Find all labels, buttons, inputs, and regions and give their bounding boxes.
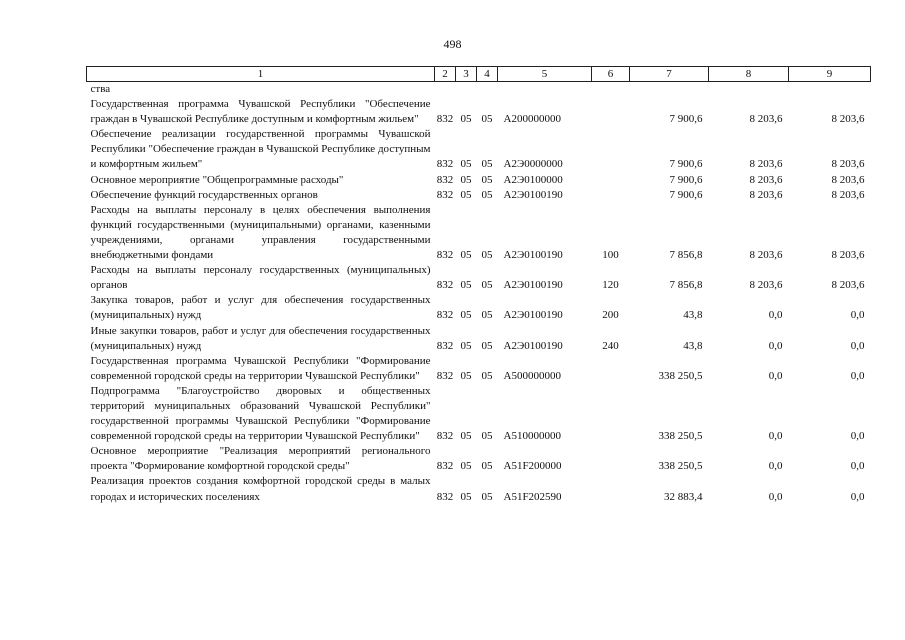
table-row bbox=[87, 444, 871, 474]
amount-cell-9: 8 203,6 bbox=[831, 158, 865, 171]
amount-cell-7: 7 856,8 bbox=[669, 249, 703, 262]
column-header: 4 bbox=[477, 67, 498, 82]
table-header-row bbox=[87, 67, 871, 82]
target-article-cell: А2Э0100190 bbox=[503, 339, 563, 352]
expense-type-cell: 100 bbox=[602, 249, 619, 262]
target-article-cell bbox=[498, 82, 592, 98]
subsection-code-cell: 05 bbox=[481, 369, 493, 382]
table-row bbox=[87, 354, 871, 384]
amount-cell-7: 7 900,6 bbox=[669, 173, 703, 186]
amount-cell-7: 7 856,8 bbox=[669, 279, 703, 292]
subsection-code-cell: 05 bbox=[481, 279, 493, 292]
amount-cell-9: 0,0 bbox=[850, 490, 865, 503]
subsection-code-cell: 05 bbox=[481, 173, 493, 186]
section-code-cell: 05 bbox=[460, 460, 472, 473]
row-name-cell: Подпрограмма "Благоустройство дворовых и общественных территорий муниципальных образований Чувашской Республики" государственной программы Чувашской Республики "Формирование современной городской среды на территории Чувашской Республики" bbox=[90, 384, 431, 443]
target-article-cell: А2Э0000000 bbox=[503, 158, 563, 171]
subsection-code-cell: 05 bbox=[481, 490, 493, 503]
amount-cell-9: 8 203,6 bbox=[831, 249, 865, 262]
amount-cell-8: 0,0 bbox=[768, 369, 783, 382]
subsection-code-cell: 05 bbox=[481, 113, 493, 126]
admin-code-cell: 832 bbox=[436, 460, 454, 473]
section-code-cell: 05 bbox=[460, 173, 472, 186]
table-row bbox=[87, 97, 871, 127]
column-header: 3 bbox=[456, 67, 477, 82]
column-header: 1 bbox=[87, 67, 435, 82]
admin-code-cell: 832 bbox=[436, 430, 454, 443]
column-header: 2 bbox=[435, 67, 456, 82]
column-header: 5 bbox=[498, 67, 592, 82]
subsection-code-cell: 05 bbox=[481, 249, 493, 262]
subsection-code-cell: 05 bbox=[481, 430, 493, 443]
section-code-cell: 05 bbox=[460, 339, 472, 352]
expense-type-cell bbox=[592, 444, 630, 474]
admin-code-cell: 832 bbox=[436, 369, 454, 382]
section-code-cell bbox=[456, 82, 477, 98]
admin-code-cell: 832 bbox=[436, 249, 454, 262]
amount-cell-8 bbox=[709, 82, 789, 98]
amount-cell-8: 8 203,6 bbox=[749, 158, 783, 171]
expense-type-cell bbox=[592, 354, 630, 384]
amount-cell-8: 0,0 bbox=[768, 490, 783, 503]
page-number: 498 bbox=[443, 37, 462, 51]
admin-code-cell: 832 bbox=[436, 309, 454, 322]
subsection-code-cell bbox=[477, 82, 498, 98]
expense-type-cell bbox=[592, 384, 630, 444]
table-row bbox=[87, 203, 871, 263]
expense-type-cell bbox=[592, 474, 630, 504]
subsection-code-cell: 05 bbox=[481, 309, 493, 322]
amount-cell-9 bbox=[789, 82, 871, 98]
amount-cell-9: 8 203,6 bbox=[831, 113, 865, 126]
section-code-cell: 05 bbox=[460, 490, 472, 503]
section-code-cell: 05 bbox=[460, 369, 472, 382]
section-code-cell: 05 bbox=[460, 113, 472, 126]
target-article-cell: А200000000 bbox=[503, 113, 561, 126]
subsection-code-cell: 05 bbox=[481, 158, 493, 171]
table-row bbox=[87, 173, 871, 188]
amount-cell-7: 338 250,5 bbox=[658, 430, 703, 443]
target-article-cell: А2Э0100190 bbox=[503, 188, 563, 201]
expense-type-cell: 240 bbox=[602, 339, 619, 352]
expense-type-cell: 120 bbox=[602, 279, 619, 292]
amount-cell-7: 7 900,6 bbox=[669, 158, 703, 171]
amount-cell-7: 338 250,5 bbox=[658, 369, 703, 382]
admin-code-cell: 832 bbox=[436, 490, 454, 503]
amount-cell-7: 43,8 bbox=[683, 309, 703, 322]
column-header: 9 bbox=[789, 67, 871, 82]
admin-code-cell: 832 bbox=[436, 158, 454, 171]
column-header: 8 bbox=[709, 67, 789, 82]
subsection-code-cell: 05 bbox=[481, 460, 493, 473]
row-name-cell: Основное мероприятие "Реализация мероприятий регионального проекта "Формирование комфортной городской среды" bbox=[90, 445, 431, 473]
admin-code-cell bbox=[435, 82, 456, 98]
amount-cell-7 bbox=[630, 82, 709, 98]
amount-cell-7: 43,8 bbox=[683, 339, 703, 352]
table-row bbox=[87, 324, 871, 354]
amount-cell-7: 7 900,6 bbox=[669, 188, 703, 201]
target-article-cell: А2Э0100190 bbox=[503, 309, 563, 322]
table-body bbox=[87, 82, 871, 505]
amount-cell-8: 0,0 bbox=[768, 309, 783, 322]
table-row bbox=[87, 384, 871, 444]
amount-cell-9: 0,0 bbox=[850, 460, 865, 473]
amount-cell-9: 0,0 bbox=[850, 309, 865, 322]
row-name-cell: Расходы на выплаты персоналу государственных (муниципальных) органов bbox=[90, 264, 431, 292]
table-row bbox=[87, 474, 871, 504]
target-article-cell: А2Э0100190 bbox=[503, 279, 563, 292]
amount-cell-8: 0,0 bbox=[768, 339, 783, 352]
section-code-cell: 05 bbox=[460, 158, 472, 171]
row-name-cell: Государственная программа Чувашской Республики "Формирование современной городской среды на территории Чувашской Республики" bbox=[90, 354, 431, 382]
expense-type-cell bbox=[592, 173, 630, 188]
row-name-cell: ства bbox=[90, 83, 111, 95]
amount-cell-7: 7 900,6 bbox=[669, 113, 703, 126]
expense-type-cell bbox=[592, 127, 630, 172]
admin-code-cell: 832 bbox=[436, 113, 454, 126]
target-article-cell: А2Э0100000 bbox=[503, 173, 563, 186]
amount-cell-8: 8 203,6 bbox=[749, 249, 783, 262]
row-name-cell: Реализация проектов создания комфортной городской среды в малых городах и исторических поселениях bbox=[90, 475, 431, 503]
column-header: 7 bbox=[630, 67, 709, 82]
table-row bbox=[87, 188, 871, 203]
target-article-cell: А510000000 bbox=[503, 430, 561, 443]
amount-cell-8: 8 203,6 bbox=[749, 113, 783, 126]
amount-cell-9: 8 203,6 bbox=[831, 279, 865, 292]
amount-cell-9: 0,0 bbox=[850, 339, 865, 352]
admin-code-cell: 832 bbox=[436, 173, 454, 186]
target-article-cell: А51F202590 bbox=[503, 490, 562, 503]
row-name-cell: Обеспечение реализации государственной программы Чувашской Республики "Обеспечение граждан в Чувашской Республике доступным и комфортным жильем" bbox=[90, 128, 431, 171]
table-row bbox=[87, 263, 871, 293]
budget-table bbox=[86, 66, 871, 505]
amount-cell-9: 8 203,6 bbox=[831, 188, 865, 201]
expense-type-cell bbox=[592, 82, 630, 98]
row-name-cell: Обеспечение функций государственных органов bbox=[90, 188, 318, 201]
amount-cell-7: 32 883,4 bbox=[664, 490, 703, 503]
admin-code-cell: 832 bbox=[436, 188, 454, 201]
subsection-code-cell: 05 bbox=[481, 339, 493, 352]
table-row bbox=[87, 82, 871, 98]
section-code-cell: 05 bbox=[460, 309, 472, 322]
row-name-cell: Основное мероприятие "Общепрограммные расходы" bbox=[90, 173, 344, 186]
row-name-cell: Иные закупки товаров, работ и услуг для обеспечения государственных (муниципальных) нужд bbox=[90, 324, 431, 352]
amount-cell-9: 8 203,6 bbox=[831, 173, 865, 186]
section-code-cell: 05 bbox=[460, 249, 472, 262]
table-row bbox=[87, 127, 871, 172]
section-code-cell: 05 bbox=[460, 279, 472, 292]
amount-cell-8: 0,0 bbox=[768, 460, 783, 473]
expense-type-cell bbox=[592, 188, 630, 203]
admin-code-cell: 832 bbox=[436, 339, 454, 352]
table-row bbox=[87, 293, 871, 323]
row-name-cell: Государственная программа Чувашской Республики "Обеспечение граждан в Чувашской Республике доступным и комфортным жильем" bbox=[90, 98, 431, 126]
target-article-cell: А2Э0100190 bbox=[503, 249, 563, 262]
expense-type-cell: 200 bbox=[602, 309, 619, 322]
admin-code-cell: 832 bbox=[436, 279, 454, 292]
target-article-cell: А51F200000 bbox=[503, 460, 562, 473]
amount-cell-8: 8 203,6 bbox=[749, 173, 783, 186]
amount-cell-9: 0,0 bbox=[850, 430, 865, 443]
section-code-cell: 05 bbox=[460, 430, 472, 443]
amount-cell-8: 0,0 bbox=[768, 430, 783, 443]
subsection-code-cell: 05 bbox=[481, 188, 493, 201]
amount-cell-7: 338 250,5 bbox=[658, 460, 703, 473]
amount-cell-8: 8 203,6 bbox=[749, 188, 783, 201]
expense-type-cell bbox=[592, 97, 630, 127]
column-header: 6 bbox=[592, 67, 630, 82]
section-code-cell: 05 bbox=[460, 188, 472, 201]
row-name-cell: Закупка товаров, работ и услуг для обеспечения государственных (муниципальных) нужд bbox=[90, 294, 431, 322]
row-name-cell: Расходы на выплаты персоналу в целях обеспечения выполнения функций государственными (муниципальными) органами, казенными учреждениями, органами управления государственными внебюджетными фондами bbox=[90, 203, 431, 262]
amount-cell-8: 8 203,6 bbox=[749, 279, 783, 292]
amount-cell-9: 0,0 bbox=[850, 369, 865, 382]
target-article-cell: А500000000 bbox=[503, 369, 561, 382]
